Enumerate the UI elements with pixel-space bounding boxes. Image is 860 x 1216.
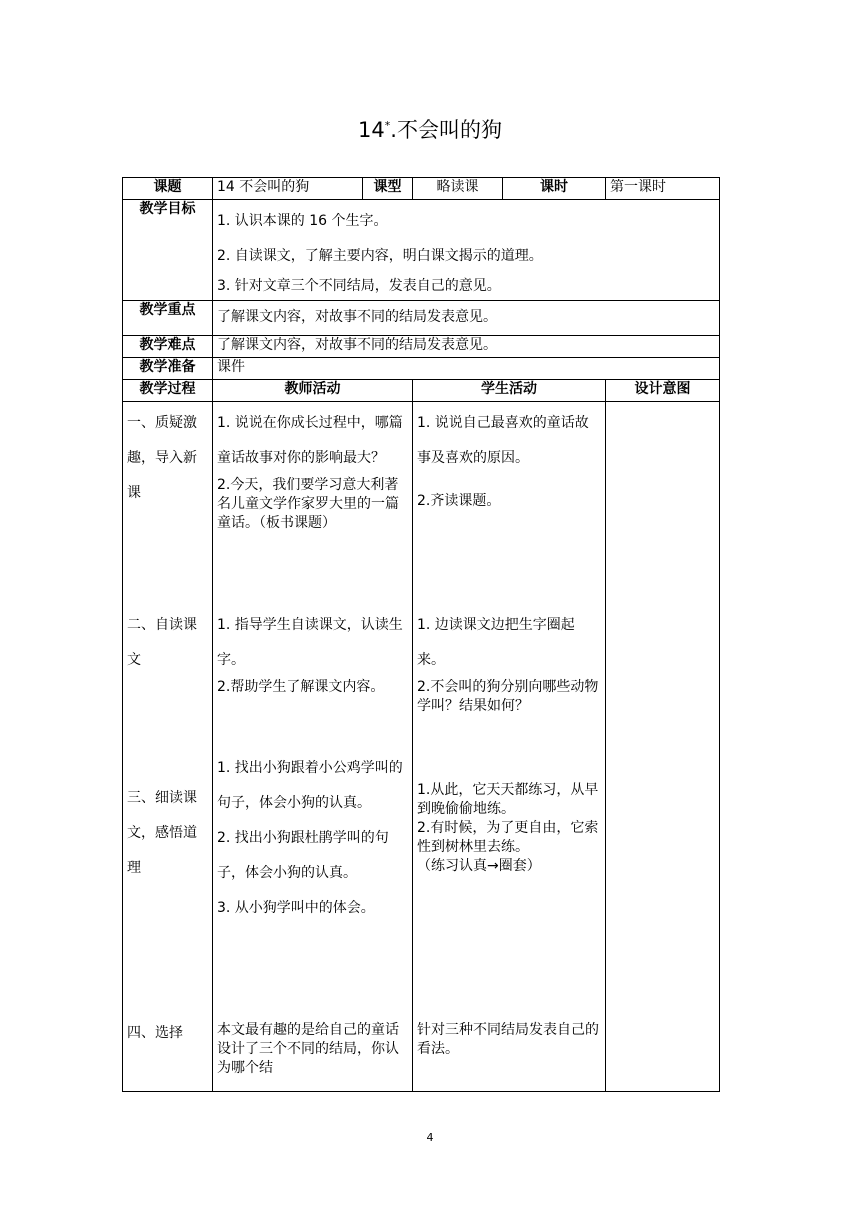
goals-row — [123, 200, 720, 301]
process-header: 教学过程 — [123, 380, 213, 402]
teacher-activity: 1. 说说在你成长过程中，哪篇童话故事对你的影响最大？ — [217, 415, 403, 466]
student-activity: 1. 边读课文边把生字圈起来。 — [417, 617, 575, 668]
teacher-activity: 3. 从小狗学叫中的体会。 — [217, 900, 375, 916]
difficulty-text: 了解课文内容，对故事不同的结局发表意见。 — [213, 336, 720, 358]
type-value: 略读课 — [413, 178, 503, 200]
student-activity: 2.有时候，为了更自由，它索性到树林里去练。 — [417, 820, 599, 855]
teacher-activity: 1. 指导学生自读课文，认读生字。 — [217, 617, 403, 668]
student-activity: 2.不会叫的狗分别向哪些动物学叫？结果如何？ — [417, 679, 599, 714]
student-activity: 1. 说说自己最喜欢的童话故事及喜欢的原因。 — [417, 415, 589, 466]
process-body-row — [123, 402, 720, 1092]
goal-item: 3. 针对文章三个不同结局，发表自己的意见。 — [217, 278, 501, 294]
label-prep: 教学准备 — [123, 358, 213, 380]
page-title: 14*.不会叫的狗 — [358, 118, 502, 142]
goal-item: 2. 自读课文，了解主要内容，明白课文揭示的道理。 — [217, 248, 543, 264]
process-header: 设计意图 — [606, 380, 720, 402]
header-row — [123, 178, 720, 200]
lesson-plan-table — [122, 177, 720, 1092]
student-activity: （练习认真→圈套） — [417, 858, 541, 874]
period-value: 第一课时 — [606, 178, 720, 200]
process-header: 教师活动 — [213, 380, 413, 402]
label-goals: 教学目标 — [123, 200, 213, 301]
prep-text: 课件 — [213, 358, 720, 380]
label-topic: 课题 — [123, 178, 213, 200]
stage-name: 二、自读课文 — [127, 617, 197, 668]
student-activity: 针对三种不同结局发表自己的看法。 — [417, 1022, 599, 1057]
teacher-activity: 2.帮助学生了解课文内容。 — [217, 679, 385, 695]
key-point-text: 了解课文内容，对故事不同的结局发表意见。 — [213, 301, 720, 336]
stage-name: 四、选择 — [127, 1025, 183, 1041]
label-period: 课时 — [503, 178, 606, 200]
teacher-activity: 1. 找出小狗跟着小公鸡学叫的句子，体会小狗的认真。 — [217, 760, 403, 811]
goal-item: 1. 认识本课的 16 个生字。 — [217, 213, 388, 229]
teacher-activity: 2. 找出小狗跟杜鹃学叫的句子，体会小狗的认真。 — [217, 830, 389, 881]
process-header: 学生活动 — [413, 380, 606, 402]
topic-value: 14 不会叫的狗 — [213, 178, 363, 200]
page-number: 4 — [426, 1131, 434, 1144]
label-key-point: 教学重点 — [123, 301, 213, 336]
stage-name: 三、细读课文，感悟道理 — [127, 790, 197, 876]
label-type: 课型 — [363, 178, 413, 200]
teacher-activity: 本文最有趣的是给自己的童话设计了三个不同的结局，你认为哪个结 — [217, 1022, 399, 1076]
design-intent-cell — [606, 402, 720, 1092]
key-point-row — [123, 301, 720, 336]
prep-row — [123, 358, 720, 380]
stage-name: 一、质疑激趣，导入新课 — [127, 415, 197, 501]
teacher-activity: 2.今天，我们要学习意大利著名儿童文学作家罗大里的一篇童话。（板书课题） — [217, 477, 399, 531]
label-difficulty: 教学难点 — [123, 336, 213, 358]
student-activity: 2.齐读课题。 — [417, 493, 501, 509]
process-header-row — [123, 380, 720, 402]
difficulty-row — [123, 336, 720, 358]
student-activity: 1.从此，它天天都练习，从早到晚偷偷地练。 — [417, 782, 599, 817]
